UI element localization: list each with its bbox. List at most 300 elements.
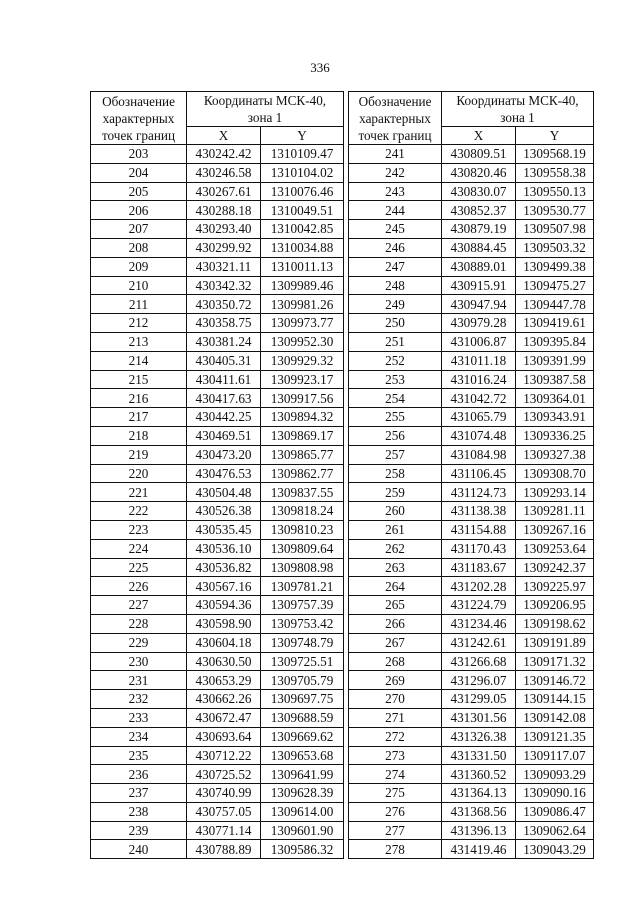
y-coordinate-cell: 1309267.16	[516, 520, 594, 539]
point-id-cell: 225	[91, 558, 187, 577]
point-id-cell: 243	[349, 182, 442, 201]
point-id-cell: 250	[349, 314, 442, 333]
y-coordinate-cell: 1309808.98	[261, 558, 344, 577]
y-coordinate-cell: 1309093.29	[516, 765, 594, 784]
y-coordinate-cell: 1309090.16	[516, 784, 594, 803]
x-coordinate-cell: 431202.28	[442, 577, 516, 596]
point-label-line: точек границ	[358, 127, 432, 143]
table-row	[91, 708, 344, 727]
x-coordinate-cell: 431006.87	[442, 332, 516, 351]
table-row	[349, 351, 594, 370]
table-row	[349, 257, 594, 276]
point-designation-header	[91, 92, 187, 145]
x-coordinate-cell: 430672.47	[187, 708, 261, 727]
x-column-header: X	[187, 127, 261, 145]
point-id-cell: 207	[91, 220, 187, 239]
y-coordinate-cell: 1309550.13	[516, 182, 594, 201]
y-coordinate-cell: 1309818.24	[261, 502, 344, 521]
point-id-cell: 269	[349, 671, 442, 690]
point-id-cell: 217	[91, 408, 187, 427]
x-coordinate-cell: 430947.94	[442, 295, 516, 314]
y-coordinate-cell: 1309121.35	[516, 727, 594, 746]
point-id-cell: 237	[91, 784, 187, 803]
point-label-line: Обозначение	[358, 93, 432, 109]
point-id-cell: 267	[349, 633, 442, 652]
coordinates-table-left	[90, 91, 344, 859]
x-coordinate-cell: 430411.61	[187, 370, 261, 389]
x-coordinate-cell: 430852.37	[442, 201, 516, 220]
point-id-cell: 221	[91, 483, 187, 502]
y-coordinate-cell: 1309308.70	[516, 464, 594, 483]
coords-title-line: зона 1	[442, 109, 594, 127]
table-row	[349, 163, 594, 182]
table-row	[349, 276, 594, 295]
point-id-cell: 236	[91, 765, 187, 784]
x-coordinate-cell: 430342.32	[187, 276, 261, 295]
y-coordinate-cell: 1309507.98	[516, 220, 594, 239]
x-coordinate-cell: 430594.36	[187, 596, 261, 615]
point-id-cell: 274	[349, 765, 442, 784]
table-row	[91, 539, 344, 558]
point-id-cell: 255	[349, 408, 442, 427]
x-coordinate-cell: 430788.89	[187, 840, 261, 859]
x-coordinate-cell: 430712.22	[187, 746, 261, 765]
y-coordinate-cell: 1309062.64	[516, 821, 594, 840]
table-row	[91, 840, 344, 859]
x-coordinate-cell: 431183.67	[442, 558, 516, 577]
point-id-cell: 272	[349, 727, 442, 746]
table-row	[91, 671, 344, 690]
point-id-cell: 252	[349, 351, 442, 370]
x-coordinate-cell: 430889.01	[442, 257, 516, 276]
y-coordinate-cell: 1309343.91	[516, 408, 594, 427]
y-coordinate-cell: 1309929.32	[261, 351, 344, 370]
point-id-cell: 234	[91, 727, 187, 746]
y-coordinate-cell: 1309142.08	[516, 708, 594, 727]
y-coordinate-cell: 1309568.19	[516, 145, 594, 164]
x-coordinate-cell: 430476.53	[187, 464, 261, 483]
table-row	[349, 539, 594, 558]
y-coordinate-cell: 1309530.77	[516, 201, 594, 220]
table-row	[349, 314, 594, 333]
table-row	[91, 765, 344, 784]
point-id-cell: 238	[91, 802, 187, 821]
table-row	[349, 671, 594, 690]
table-row	[349, 821, 594, 840]
table-row	[349, 746, 594, 765]
point-id-cell: 262	[349, 539, 442, 558]
x-coordinate-cell: 430535.45	[187, 520, 261, 539]
point-id-cell: 214	[91, 351, 187, 370]
table-row	[91, 238, 344, 257]
y-coordinate-cell: 1309869.17	[261, 426, 344, 445]
x-coordinate-cell: 430288.18	[187, 201, 261, 220]
y-coordinate-cell: 1309558.38	[516, 163, 594, 182]
point-id-cell: 230	[91, 652, 187, 671]
table-row	[349, 295, 594, 314]
table-row	[91, 201, 344, 220]
x-coordinate-cell: 430381.24	[187, 332, 261, 351]
x-coordinate-cell: 431065.79	[442, 408, 516, 427]
x-coordinate-cell: 431364.13	[442, 784, 516, 803]
y-coordinate-cell: 1309253.64	[516, 539, 594, 558]
point-id-cell: 271	[349, 708, 442, 727]
x-coordinate-cell: 430567.16	[187, 577, 261, 596]
y-coordinate-cell: 1309387.58	[516, 370, 594, 389]
table-row	[91, 502, 344, 521]
x-coordinate-cell: 431224.79	[442, 596, 516, 615]
point-id-cell: 244	[349, 201, 442, 220]
x-coordinate-cell: 430630.50	[187, 652, 261, 671]
x-coordinate-cell: 430526.38	[187, 502, 261, 521]
point-id-cell: 266	[349, 614, 442, 633]
point-id-cell: 259	[349, 483, 442, 502]
y-coordinate-cell: 1309809.64	[261, 539, 344, 558]
y-column-header: Y	[261, 127, 344, 145]
x-coordinate-cell: 430740.99	[187, 784, 261, 803]
coordinates-table-right	[348, 91, 594, 859]
x-coordinate-cell: 431368.56	[442, 802, 516, 821]
y-coordinate-cell: 1309447.78	[516, 295, 594, 314]
point-id-cell: 253	[349, 370, 442, 389]
x-coordinate-cell: 431360.52	[442, 765, 516, 784]
point-id-cell: 276	[349, 802, 442, 821]
table-row	[349, 614, 594, 633]
table-row	[91, 370, 344, 389]
point-id-cell: 231	[91, 671, 187, 690]
x-coordinate-cell: 431084.98	[442, 445, 516, 464]
x-coordinate-cell: 431016.24	[442, 370, 516, 389]
y-coordinate-cell: 1309206.95	[516, 596, 594, 615]
table-row	[91, 445, 344, 464]
point-id-cell: 205	[91, 182, 187, 201]
x-coordinate-cell: 430536.82	[187, 558, 261, 577]
point-id-cell: 245	[349, 220, 442, 239]
x-coordinate-cell: 430358.75	[187, 314, 261, 333]
point-id-cell: 235	[91, 746, 187, 765]
table-row	[349, 784, 594, 803]
table-row	[91, 690, 344, 709]
table-row	[91, 633, 344, 652]
y-coordinate-cell: 1309917.56	[261, 389, 344, 408]
y-coordinate-cell: 1309862.77	[261, 464, 344, 483]
y-coordinate-cell: 1309242.37	[516, 558, 594, 577]
x-coordinate-cell: 430242.42	[187, 145, 261, 164]
x-coordinate-cell: 431138.38	[442, 502, 516, 521]
y-coordinate-cell: 1309989.46	[261, 276, 344, 295]
table-row	[349, 727, 594, 746]
x-coordinate-cell: 431242.61	[442, 633, 516, 652]
table-row	[91, 464, 344, 483]
y-coordinate-cell: 1309281.11	[516, 502, 594, 521]
x-coordinate-cell: 430267.61	[187, 182, 261, 201]
table-row	[91, 426, 344, 445]
point-id-cell: 246	[349, 238, 442, 257]
point-id-cell: 223	[91, 520, 187, 539]
point-label-line: Обозначение	[102, 93, 175, 109]
table-row	[91, 784, 344, 803]
table-row	[349, 690, 594, 709]
table-row	[91, 145, 344, 164]
x-coordinate-cell: 431331.50	[442, 746, 516, 765]
y-coordinate-cell: 1309117.07	[516, 746, 594, 765]
table-row	[91, 727, 344, 746]
point-id-cell: 203	[91, 145, 187, 164]
x-coordinate-cell: 430469.51	[187, 426, 261, 445]
point-id-cell: 263	[349, 558, 442, 577]
point-id-cell: 210	[91, 276, 187, 295]
table-row	[91, 295, 344, 314]
point-id-cell: 242	[349, 163, 442, 182]
y-coordinate-cell: 1309688.59	[261, 708, 344, 727]
point-id-cell: 268	[349, 652, 442, 671]
x-coordinate-cell: 430653.29	[187, 671, 261, 690]
x-coordinate-cell: 431419.46	[442, 840, 516, 859]
point-id-cell: 239	[91, 821, 187, 840]
x-coordinate-cell: 430299.92	[187, 238, 261, 257]
x-coordinate-cell: 430293.40	[187, 220, 261, 239]
table-row	[349, 520, 594, 539]
table-row	[349, 802, 594, 821]
point-id-cell: 248	[349, 276, 442, 295]
x-coordinate-cell: 431266.68	[442, 652, 516, 671]
y-coordinate-cell: 1309865.77	[261, 445, 344, 464]
y-coordinate-cell: 1309327.38	[516, 445, 594, 464]
y-coordinate-cell: 1309837.55	[261, 483, 344, 502]
coords-title-line: зона 1	[187, 109, 344, 127]
y-coordinate-cell: 1310076.46	[261, 182, 344, 201]
page-number: 336	[310, 60, 330, 75]
point-id-cell: 257	[349, 445, 442, 464]
y-coordinate-cell: 1309614.00	[261, 802, 344, 821]
table-row	[91, 746, 344, 765]
table-row	[349, 840, 594, 859]
y-coordinate-cell: 1309191.89	[516, 633, 594, 652]
table-row	[349, 332, 594, 351]
table-row	[349, 633, 594, 652]
table-row	[349, 408, 594, 427]
point-label-line: характерных	[359, 110, 431, 126]
x-coordinate-cell: 430536.10	[187, 539, 261, 558]
y-coordinate-cell: 1309336.25	[516, 426, 594, 445]
point-id-cell: 209	[91, 257, 187, 276]
table-row	[91, 182, 344, 201]
x-coordinate-cell: 430693.64	[187, 727, 261, 746]
x-coordinate-cell: 430809.51	[442, 145, 516, 164]
point-id-cell: 227	[91, 596, 187, 615]
x-coordinate-cell: 430884.45	[442, 238, 516, 257]
point-id-cell: 208	[91, 238, 187, 257]
table-row	[349, 182, 594, 201]
coords-title-line: Координаты МСК-40,	[187, 92, 344, 110]
point-id-cell: 270	[349, 690, 442, 709]
point-id-cell: 278	[349, 840, 442, 859]
x-coordinate-cell: 431154.88	[442, 520, 516, 539]
point-id-cell: 206	[91, 201, 187, 220]
x-coordinate-cell: 431234.46	[442, 614, 516, 633]
point-id-cell: 247	[349, 257, 442, 276]
table-row	[91, 276, 344, 295]
point-id-cell: 264	[349, 577, 442, 596]
y-coordinate-cell: 1309601.90	[261, 821, 344, 840]
y-coordinate-cell: 1309198.62	[516, 614, 594, 633]
point-id-cell: 211	[91, 295, 187, 314]
y-coordinate-cell: 1309419.61	[516, 314, 594, 333]
x-coordinate-cell: 430771.14	[187, 821, 261, 840]
point-id-cell: 254	[349, 389, 442, 408]
table-row	[349, 483, 594, 502]
x-coordinate-cell: 430830.07	[442, 182, 516, 201]
y-coordinate-cell: 1309973.77	[261, 314, 344, 333]
x-coordinate-cell: 430350.72	[187, 295, 261, 314]
y-coordinate-cell: 1309753.42	[261, 614, 344, 633]
point-id-cell: 260	[349, 502, 442, 521]
y-coordinate-cell: 1309586.32	[261, 840, 344, 859]
x-coordinate-cell: 431170.43	[442, 539, 516, 558]
table-row	[91, 577, 344, 596]
point-id-cell: 249	[349, 295, 442, 314]
y-coordinate-cell: 1309628.39	[261, 784, 344, 803]
table-row	[349, 201, 594, 220]
y-coordinate-cell: 1309697.75	[261, 690, 344, 709]
y-coordinate-cell: 1309725.51	[261, 652, 344, 671]
point-id-cell: 219	[91, 445, 187, 464]
point-id-cell: 216	[91, 389, 187, 408]
y-coordinate-cell: 1309086.47	[516, 802, 594, 821]
y-coordinate-cell: 1310109.47	[261, 145, 344, 164]
y-coordinate-cell: 1310034.88	[261, 238, 344, 257]
point-id-cell: 204	[91, 163, 187, 182]
x-coordinate-cell: 431396.13	[442, 821, 516, 840]
x-coordinate-cell: 430879.19	[442, 220, 516, 239]
x-coordinate-cell: 430321.11	[187, 257, 261, 276]
point-id-cell: 251	[349, 332, 442, 351]
point-id-cell: 233	[91, 708, 187, 727]
point-id-cell: 220	[91, 464, 187, 483]
x-coordinate-cell: 430504.48	[187, 483, 261, 502]
table-row	[91, 596, 344, 615]
y-coordinate-cell: 1310011.13	[261, 257, 344, 276]
x-coordinate-cell: 430725.52	[187, 765, 261, 784]
y-coordinate-cell: 1309705.79	[261, 671, 344, 690]
table-row	[349, 596, 594, 615]
table-row	[349, 370, 594, 389]
y-coordinate-cell: 1309395.84	[516, 332, 594, 351]
table-row	[349, 464, 594, 483]
x-coordinate-cell: 430604.18	[187, 633, 261, 652]
x-coordinate-cell: 431124.73	[442, 483, 516, 502]
table-row	[91, 520, 344, 539]
x-coordinate-cell: 430598.90	[187, 614, 261, 633]
table-row	[91, 163, 344, 182]
y-coordinate-cell: 1309669.62	[261, 727, 344, 746]
y-coordinate-cell: 1309923.17	[261, 370, 344, 389]
table-row	[91, 558, 344, 577]
y-coordinate-cell: 1309894.32	[261, 408, 344, 427]
table-row	[91, 220, 344, 239]
x-coordinate-cell: 430915.91	[442, 276, 516, 295]
y-coordinate-cell: 1309952.30	[261, 332, 344, 351]
x-coordinate-cell: 430417.63	[187, 389, 261, 408]
table-row	[349, 445, 594, 464]
y-coordinate-cell: 1309641.99	[261, 765, 344, 784]
y-coordinate-cell: 1310042.85	[261, 220, 344, 239]
table-row	[349, 708, 594, 727]
y-coordinate-cell: 1309144.15	[516, 690, 594, 709]
x-coordinate-cell: 431326.38	[442, 727, 516, 746]
y-coordinate-cell: 1309391.99	[516, 351, 594, 370]
y-coordinate-cell: 1309043.29	[516, 840, 594, 859]
point-id-cell: 213	[91, 332, 187, 351]
point-id-cell: 240	[91, 840, 187, 859]
table-row	[349, 502, 594, 521]
y-coordinate-cell: 1309981.26	[261, 295, 344, 314]
point-id-cell: 232	[91, 690, 187, 709]
point-id-cell: 228	[91, 614, 187, 633]
y-coordinate-cell: 1309653.68	[261, 746, 344, 765]
x-column-header: X	[442, 127, 516, 145]
y-coordinate-cell: 1309293.14	[516, 483, 594, 502]
point-id-cell: 212	[91, 314, 187, 333]
x-coordinate-cell: 430757.05	[187, 802, 261, 821]
point-id-cell: 273	[349, 746, 442, 765]
x-coordinate-cell: 430473.20	[187, 445, 261, 464]
y-coordinate-cell: 1309748.79	[261, 633, 344, 652]
x-coordinate-cell: 430246.58	[187, 163, 261, 182]
y-coordinate-cell: 1309171.32	[516, 652, 594, 671]
point-designation-header	[349, 92, 442, 145]
table-row	[91, 483, 344, 502]
table-row	[349, 765, 594, 784]
x-coordinate-cell: 430442.25	[187, 408, 261, 427]
y-coordinate-cell: 1309503.32	[516, 238, 594, 257]
table-row	[91, 408, 344, 427]
x-coordinate-cell: 431296.07	[442, 671, 516, 690]
point-id-cell: 241	[349, 145, 442, 164]
y-coordinate-cell: 1310049.51	[261, 201, 344, 220]
point-id-cell: 256	[349, 426, 442, 445]
point-id-cell: 215	[91, 370, 187, 389]
table-row	[349, 577, 594, 596]
y-coordinate-cell: 1309781.21	[261, 577, 344, 596]
y-coordinate-cell: 1309364.01	[516, 389, 594, 408]
x-coordinate-cell: 431299.05	[442, 690, 516, 709]
table-row	[91, 389, 344, 408]
y-coordinate-cell: 1309810.23	[261, 520, 344, 539]
table-row	[349, 652, 594, 671]
x-coordinate-cell: 431042.72	[442, 389, 516, 408]
y-coordinate-cell: 1309475.27	[516, 276, 594, 295]
point-id-cell: 265	[349, 596, 442, 615]
table-row	[91, 821, 344, 840]
table-row	[349, 238, 594, 257]
x-coordinate-cell: 431074.48	[442, 426, 516, 445]
table-row	[349, 426, 594, 445]
point-id-cell: 224	[91, 539, 187, 558]
x-coordinate-cell: 431301.56	[442, 708, 516, 727]
y-coordinate-cell: 1310104.02	[261, 163, 344, 182]
x-coordinate-cell: 430405.31	[187, 351, 261, 370]
table-row	[91, 614, 344, 633]
table-row	[91, 652, 344, 671]
table-row	[349, 220, 594, 239]
y-column-header: Y	[516, 127, 594, 145]
point-label-line: характерных	[102, 110, 175, 126]
x-coordinate-cell: 430820.46	[442, 163, 516, 182]
x-coordinate-cell: 431106.45	[442, 464, 516, 483]
point-id-cell: 261	[349, 520, 442, 539]
y-coordinate-cell: 1309146.72	[516, 671, 594, 690]
